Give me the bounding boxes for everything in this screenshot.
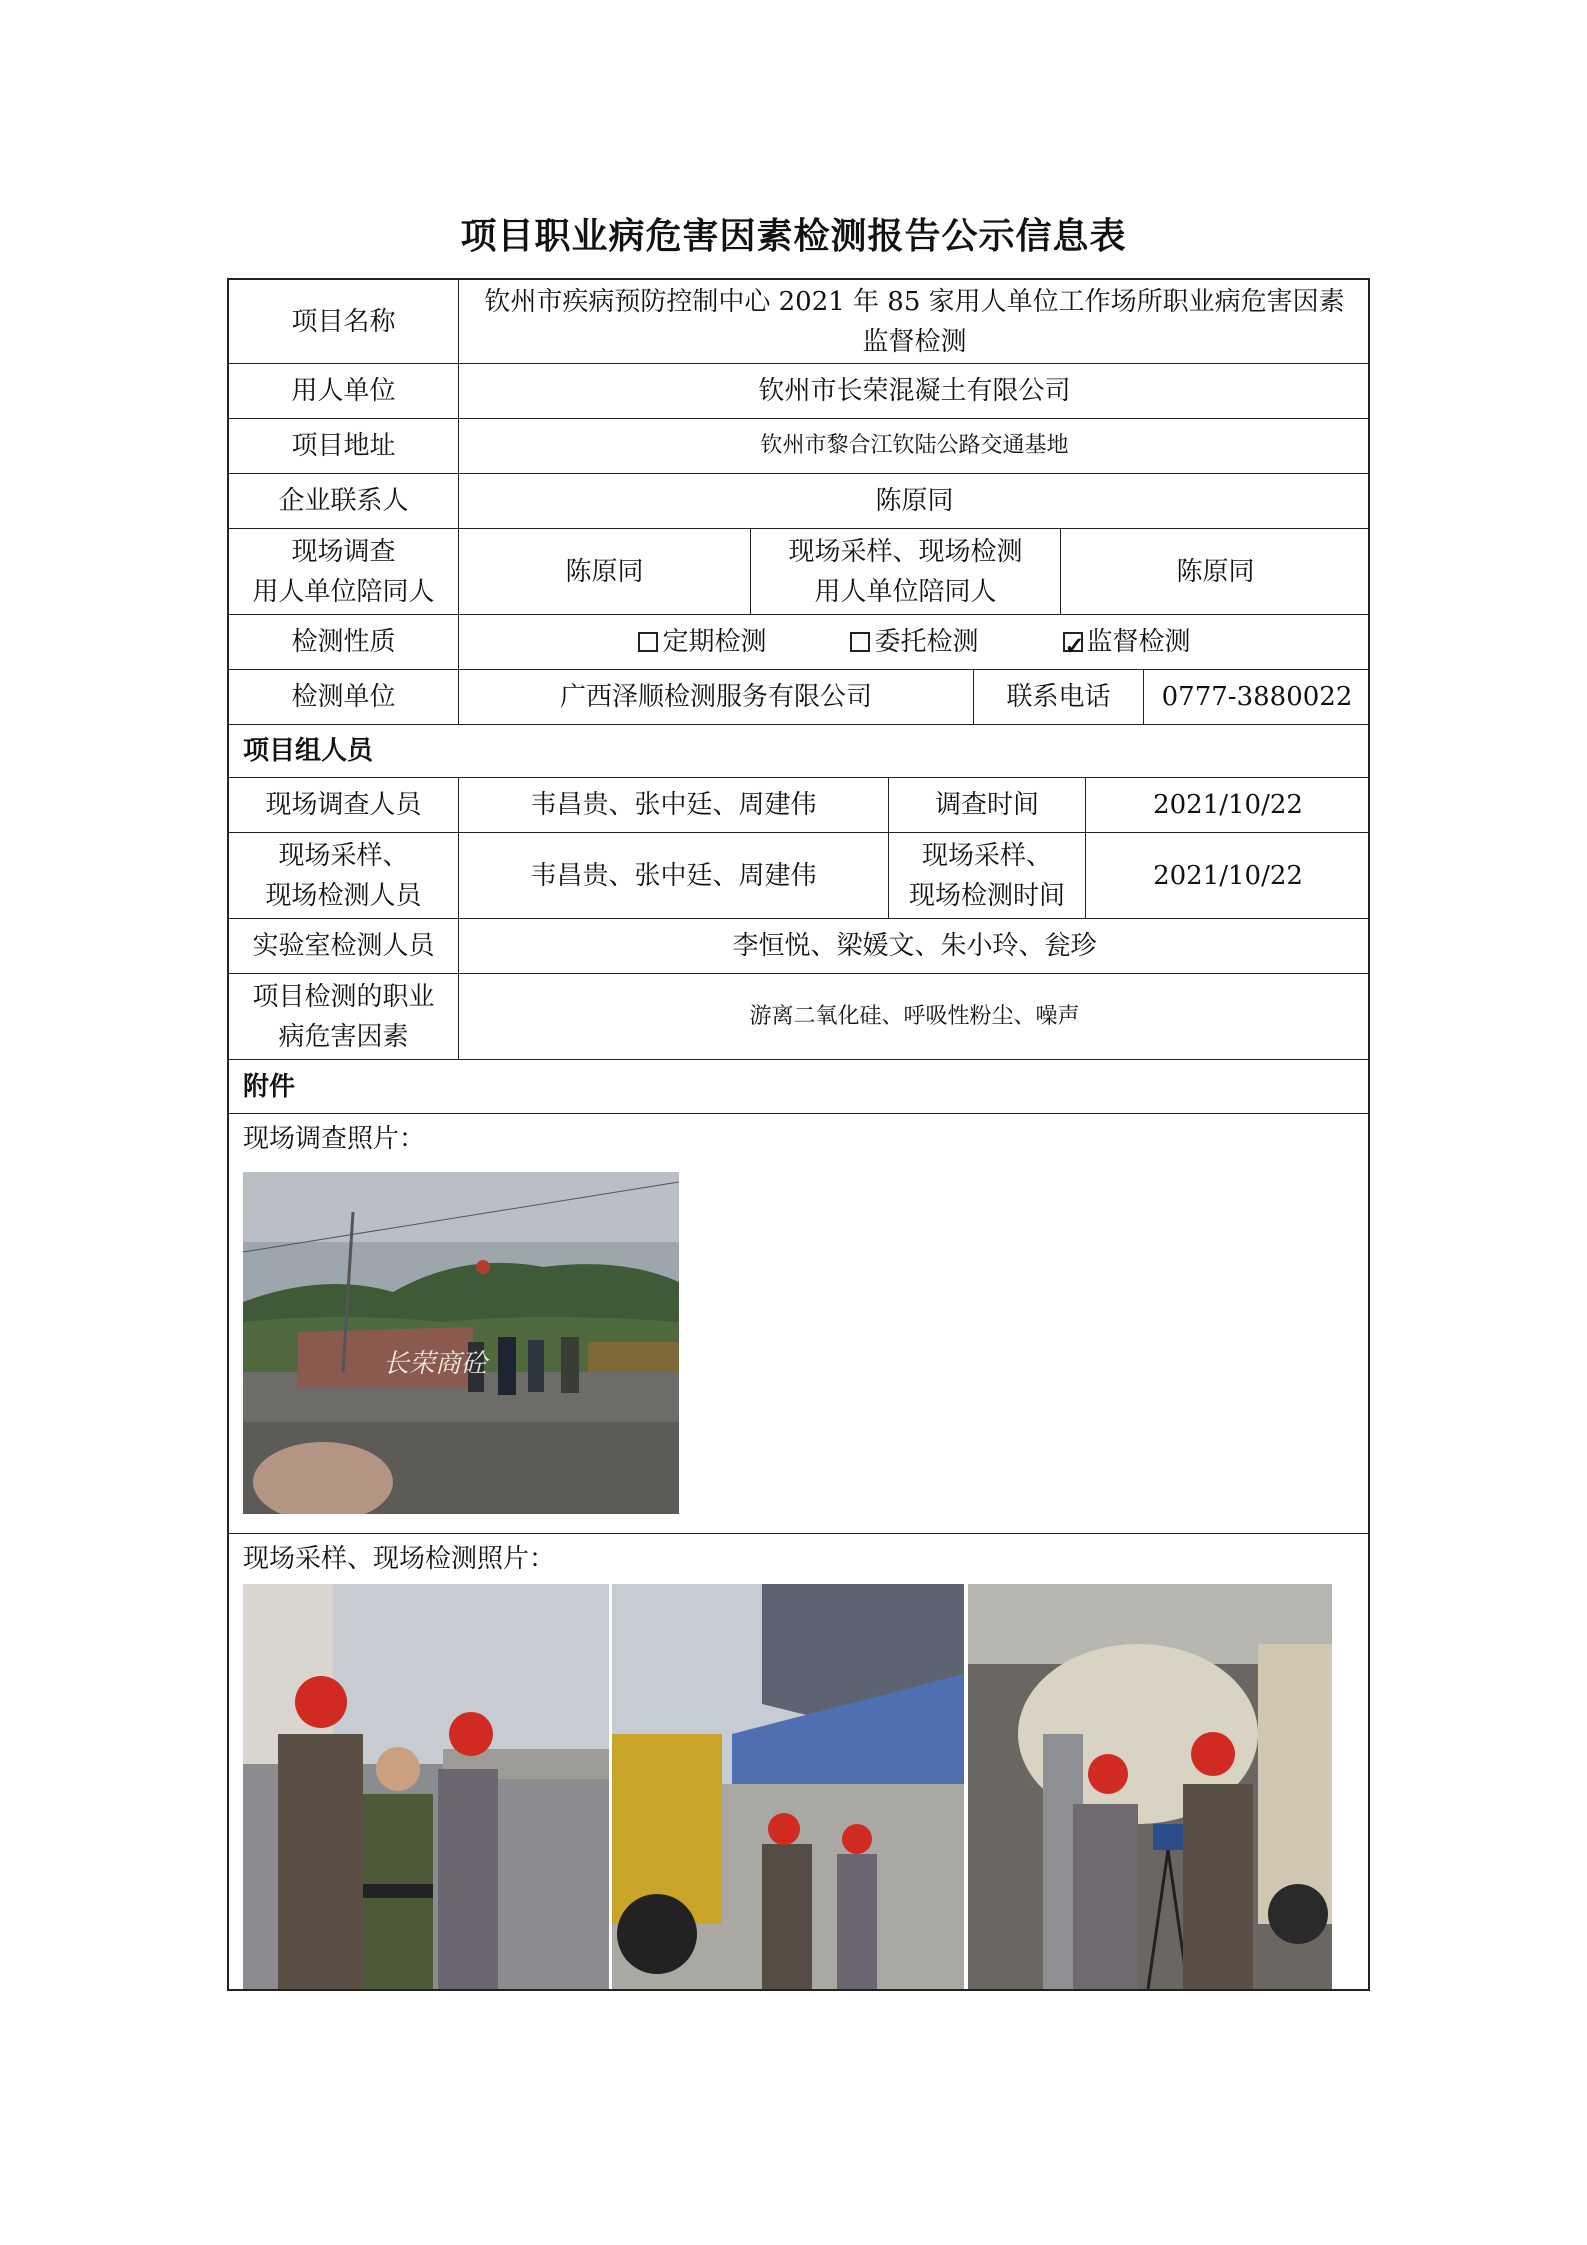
team-heading: 项目组人员 bbox=[243, 736, 374, 766]
address-label: 项目地址 bbox=[291, 431, 396, 461]
row-survey-staff bbox=[229, 778, 1368, 833]
lab-staff-label: 实验室检测人员 bbox=[252, 931, 435, 961]
nature-options bbox=[458, 615, 1370, 669]
contact-label: 企业联系人 bbox=[278, 486, 409, 516]
option-commissioned-label: 委托检测 bbox=[874, 627, 979, 657]
sampling-staff-label: 现场采样、 现场检测人员 bbox=[265, 840, 422, 911]
checkbox-commissioned[interactable] bbox=[850, 632, 870, 652]
survey-staff-label: 现场调查人员 bbox=[265, 790, 422, 820]
survey-escort-label: 现场调查 用人单位陪同人 bbox=[252, 536, 435, 607]
row-nature bbox=[229, 615, 1368, 670]
survey-photos-label: 现场调查照片： bbox=[243, 1124, 426, 1154]
lab-value: 广西泽顺检测服务有限公司 bbox=[458, 670, 973, 724]
survey-escort-value: 陈原同 bbox=[458, 529, 750, 614]
hazards-label: 项目检测的职业 病危害因素 bbox=[252, 981, 435, 1052]
checkbox-periodic[interactable] bbox=[638, 632, 658, 652]
sampling-photo-1-image bbox=[243, 1584, 609, 1989]
option-periodic-label: 定期检测 bbox=[662, 627, 767, 657]
sampling-time-label: 现场采样、 现场检测时间 bbox=[888, 833, 1085, 918]
survey-staff-value: 韦昌贵、张中廷、周建伟 bbox=[458, 778, 888, 832]
lab-staff-value: 李恒悦、梁媛文、朱小玲、瓮珍 bbox=[458, 919, 1370, 973]
option-supervisory[interactable] bbox=[1063, 622, 1191, 662]
checkbox-supervisory[interactable] bbox=[1063, 632, 1083, 652]
project-name-label: 项目名称 bbox=[291, 306, 396, 337]
phone-value: 0777-3880022 bbox=[1143, 670, 1370, 724]
sampling-photos-label: 现场采样、现场检测照片： bbox=[243, 1544, 556, 1574]
page-title: 项目职业病危害因素检测报告公示信息表 bbox=[460, 215, 1127, 257]
sign-text: 长荣商砼 bbox=[383, 1349, 488, 1379]
employer-value: 钦州市长荣混凝土有限公司 bbox=[458, 364, 1370, 418]
sampling-staff-value: 韦昌贵、张中廷、周建伟 bbox=[458, 833, 888, 918]
row-sampling-photos bbox=[229, 1534, 1368, 1991]
row-address bbox=[229, 419, 1368, 474]
row-contact bbox=[229, 474, 1368, 529]
survey-time-value: 2021/10/22 bbox=[1085, 778, 1370, 832]
sampling-time-value: 2021/10/22 bbox=[1085, 833, 1370, 918]
sampling-escort-label: 现场采样、现场检测 用人单位陪同人 bbox=[750, 529, 1060, 614]
row-escort bbox=[229, 529, 1368, 615]
survey-photo bbox=[243, 1172, 679, 1514]
row-lab-staff bbox=[229, 919, 1368, 974]
option-commissioned[interactable] bbox=[850, 622, 978, 662]
attachments-heading: 附件 bbox=[243, 1071, 296, 1102]
survey-photo-image bbox=[243, 1172, 679, 1514]
nature-label: 检测性质 bbox=[291, 627, 396, 657]
contact-value: 陈原同 bbox=[458, 474, 1370, 528]
info-table bbox=[227, 278, 1370, 1991]
row-team-heading bbox=[229, 725, 1368, 778]
lab-label: 检测单位 bbox=[291, 682, 396, 712]
row-attachments-heading bbox=[229, 1060, 1368, 1114]
sampling-escort-value: 陈原同 bbox=[1060, 529, 1370, 614]
row-sampling-staff bbox=[229, 833, 1368, 919]
option-supervisory-label: 监督检测 bbox=[1086, 627, 1191, 657]
hazards-value: 游离二氧化硅、呼吸性粉尘、噪声 bbox=[458, 974, 1370, 1059]
employer-label: 用人单位 bbox=[291, 376, 396, 406]
row-project-name bbox=[229, 280, 1368, 364]
row-employer bbox=[229, 364, 1368, 419]
row-lab bbox=[229, 670, 1368, 725]
row-survey-photos bbox=[229, 1114, 1368, 1534]
survey-time-label: 调查时间 bbox=[888, 778, 1085, 832]
project-name-value: 钦州市疾病预防控制中心 2021 年 85 家用人单位工作场所职业病危害因素监督检测 bbox=[458, 280, 1370, 363]
sampling-photo-3 bbox=[968, 1584, 1332, 1989]
sampling-photo-2-image bbox=[612, 1584, 964, 1989]
row-hazards bbox=[229, 974, 1368, 1060]
sampling-photo-2 bbox=[612, 1584, 964, 1989]
option-periodic[interactable] bbox=[638, 622, 766, 662]
address-value: 钦州市黎合江钦陆公路交通基地 bbox=[458, 419, 1370, 473]
sampling-photo-1 bbox=[243, 1584, 609, 1989]
sampling-photo-3-image bbox=[968, 1584, 1332, 1989]
phone-label: 联系电话 bbox=[973, 670, 1143, 724]
